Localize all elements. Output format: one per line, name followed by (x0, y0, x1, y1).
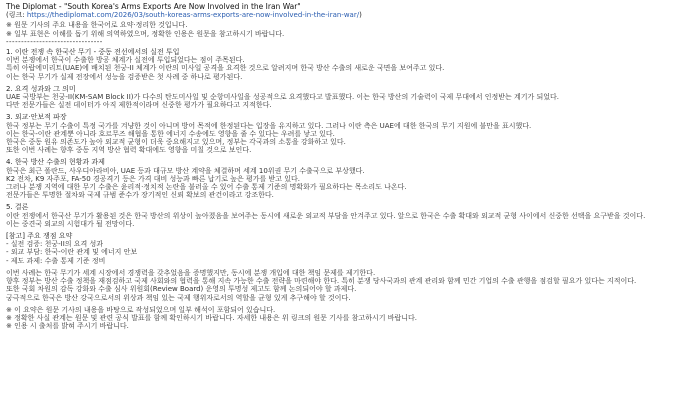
section-line: 그러나 분쟁 지역에 대한 무기 수출은 윤리적·정치적 논란을 불러올 수 있어 수출 통제 기준의 명확화가 필요하다는 목소리도 나온다. (6, 183, 407, 192)
section-line: 이번 분쟁에서 한국이 수출한 방공 체계가 실전에 투입되었다는 점이 주목된다. (6, 56, 245, 65)
section-line: 이는 한국-이란 관계뿐 아니라 호르무즈 해협을 통한 에너지 수송에도 영향을 줄 수 있다는 우려를 낳고 있다. (6, 129, 335, 138)
section-line: 한국 정부는 무기 수출이 특정 국가를 겨냥한 것이 아니며 방어 목적에 한정된다는 입장을 유지하고 있다. 그러나 이란 측은 UAE에 대한 한국의 무기 지원에 불만을 표시했다. (6, 121, 532, 130)
section-heading: 2. 요격 성과와 그 의미 (6, 84, 76, 93)
section (6, 85, 694, 114)
section (6, 232, 694, 269)
section-line: 전문가들은 투명한 절차와 국제 규범 준수가 장기적인 신뢰 확보의 관건이라고 강조한다. (6, 191, 274, 200)
section-line: ※ 이 요약은 원문 기사의 내용을 바탕으로 작성되었으며 일부 해석이 포함되어 있습니다. (6, 305, 276, 314)
section-heading: 3. 외교·안보적 파장 (6, 113, 67, 122)
section-line: 한국은 중동 원유 의존도가 높아 외교적 균형이 더욱 중요해지고 있으며, 정부는 각국과의 소통을 강화하고 있다. (6, 138, 346, 147)
section-line: 다만 전문가들은 실전 데이터가 아직 제한적이라며 신중한 평가가 필요하다고 지적한다. (6, 101, 272, 110)
section (6, 306, 694, 335)
section-heading: 4. 한국 방산 수출의 현황과 과제 (6, 158, 105, 167)
section-line: 이는 중견국 외교의 시험대가 될 전망이다. (6, 219, 135, 228)
section-line: 이란 전쟁에서 한국산 무기가 활용된 것은 한국 방산의 위상이 높아졌음을 보여주는 동시에 새로운 외교적 부담을 안겨주고 있다. 앞으로 한국은 수출 확대와 외교적 균형 사이에서 신중한 선택을 요구받을 것이다. (6, 211, 646, 220)
link-suffix: ) (359, 11, 362, 20)
section-line: - 제도 과제: 수출 통제 기준 정비 (6, 256, 106, 265)
section-line: 향후 정부는 방산 수출 정책을 재점검하고 국제 사회와의 협력을 통해 지속 가능한 수출 전략을 마련해야 한다. 특히 분쟁 당사국과의 관계 관리와 함께 민간 기업의 수출 관행을 점검할 필요가 있다는 지적이다. (6, 277, 637, 286)
section-line: UAE 국방부는 천궁-II(KM-SAM Block II)가 다수의 탄도미사일 및 순항미사일을 성공적으로 요격했다고 발표했다. 이는 한국 방산의 기술력이 국제 무대에서 인정받는 계기가 되었다. (6, 93, 560, 102)
section-line: 특히 아랍에미리트(UAE)에 배치된 천궁-II 체계가 이란의 미사일 공격을 요격한 것으로 알려지며 한국 방산 수출의 새로운 국면을 보여주고 있다. (6, 64, 445, 73)
section-line: 이번 사례는 한국 무기가 세계 시장에서 경쟁력을 갖추었음을 증명했지만, 동시에 분쟁 개입에 대한 책임 문제를 제기한다. (6, 268, 376, 277)
section-line: 궁극적으로 한국은 방산 강국으로서의 위상과 책임 있는 국제 행위자로서의 역할을 균형 있게 추구해야 할 것이다. (6, 293, 351, 302)
source-link-line (6, 11, 694, 19)
section-line: K2 전차, K9 자주포, FA-50 경공격기 등은 가격 대비 성능과 빠른 납기로 높은 평가를 받고 있다. (6, 174, 300, 183)
section (6, 48, 694, 85)
link-prefix: (링크: (6, 11, 27, 20)
divider: -------------------------------- (6, 37, 103, 46)
intro-line: ※ 일부 표현은 이해를 돕기 위해 의역하였으며, 정확한 인용은 원문을 참고하시기 바랍니다. (6, 29, 285, 38)
section (6, 203, 694, 232)
section-line: 한국은 최근 폴란드, 사우디아라비아, UAE 등과 대규모 방산 계약을 체결하며 세계 10위권 무기 수출국으로 부상했다. (6, 166, 365, 175)
section (6, 158, 694, 203)
section-heading: [참고] 주요 쟁점 요약 (6, 232, 73, 241)
section-line: - 실전 검증: 천궁-II의 요격 성과 (6, 240, 104, 249)
section-line: 또한 이번 사례는 향후 중동 지역 방산 협력 확대에도 영향을 미칠 것으로 보인다. (6, 146, 252, 155)
section (6, 113, 694, 158)
source-link[interactable]: https://thediplomat.com/2026/03/south-koreas-arms-exports-are-now-involved-in-the-iran-war/ (26, 11, 360, 20)
section-line: ※ 정확한 사실 관계는 원문 및 관련 공식 발표를 함께 확인하시기 바랍니다. 자세한 내용은 위 링크의 원문 기사를 참고하시기 바랍니다. (6, 313, 417, 322)
doc-title: The Diplomat - "South Korea's Arms Exports Are Now Involved in the Iran War" (6, 3, 301, 11)
section-line: 또한 국회 차원의 감독 강화와 수출 심사 위원회(Review Board) 운영의 투명성 제고도 함께 논의되어야 할 과제다. (6, 285, 357, 294)
section-line: - 외교 부담: 한국-이란 관계 및 에너지 안보 (6, 248, 138, 257)
section-heading: 1. 이란 전쟁 속 한국산 무기 - 중동 전선에서의 실전 투입 (6, 48, 180, 57)
section-line: ※ 인용 시 출처를 밝혀 주시기 바랍니다. (6, 322, 129, 331)
section-line: 이는 한국 무기가 실제 전장에서 성능을 검증받은 첫 사례 중 하나로 평가된다. (6, 72, 243, 81)
section (6, 269, 694, 306)
sections (6, 48, 694, 334)
section-heading: 5. 결론 (6, 203, 29, 212)
intro-line: ※ 원문 기사의 주요 내용을 한국어로 요약·정리한 것입니다. (6, 21, 188, 30)
